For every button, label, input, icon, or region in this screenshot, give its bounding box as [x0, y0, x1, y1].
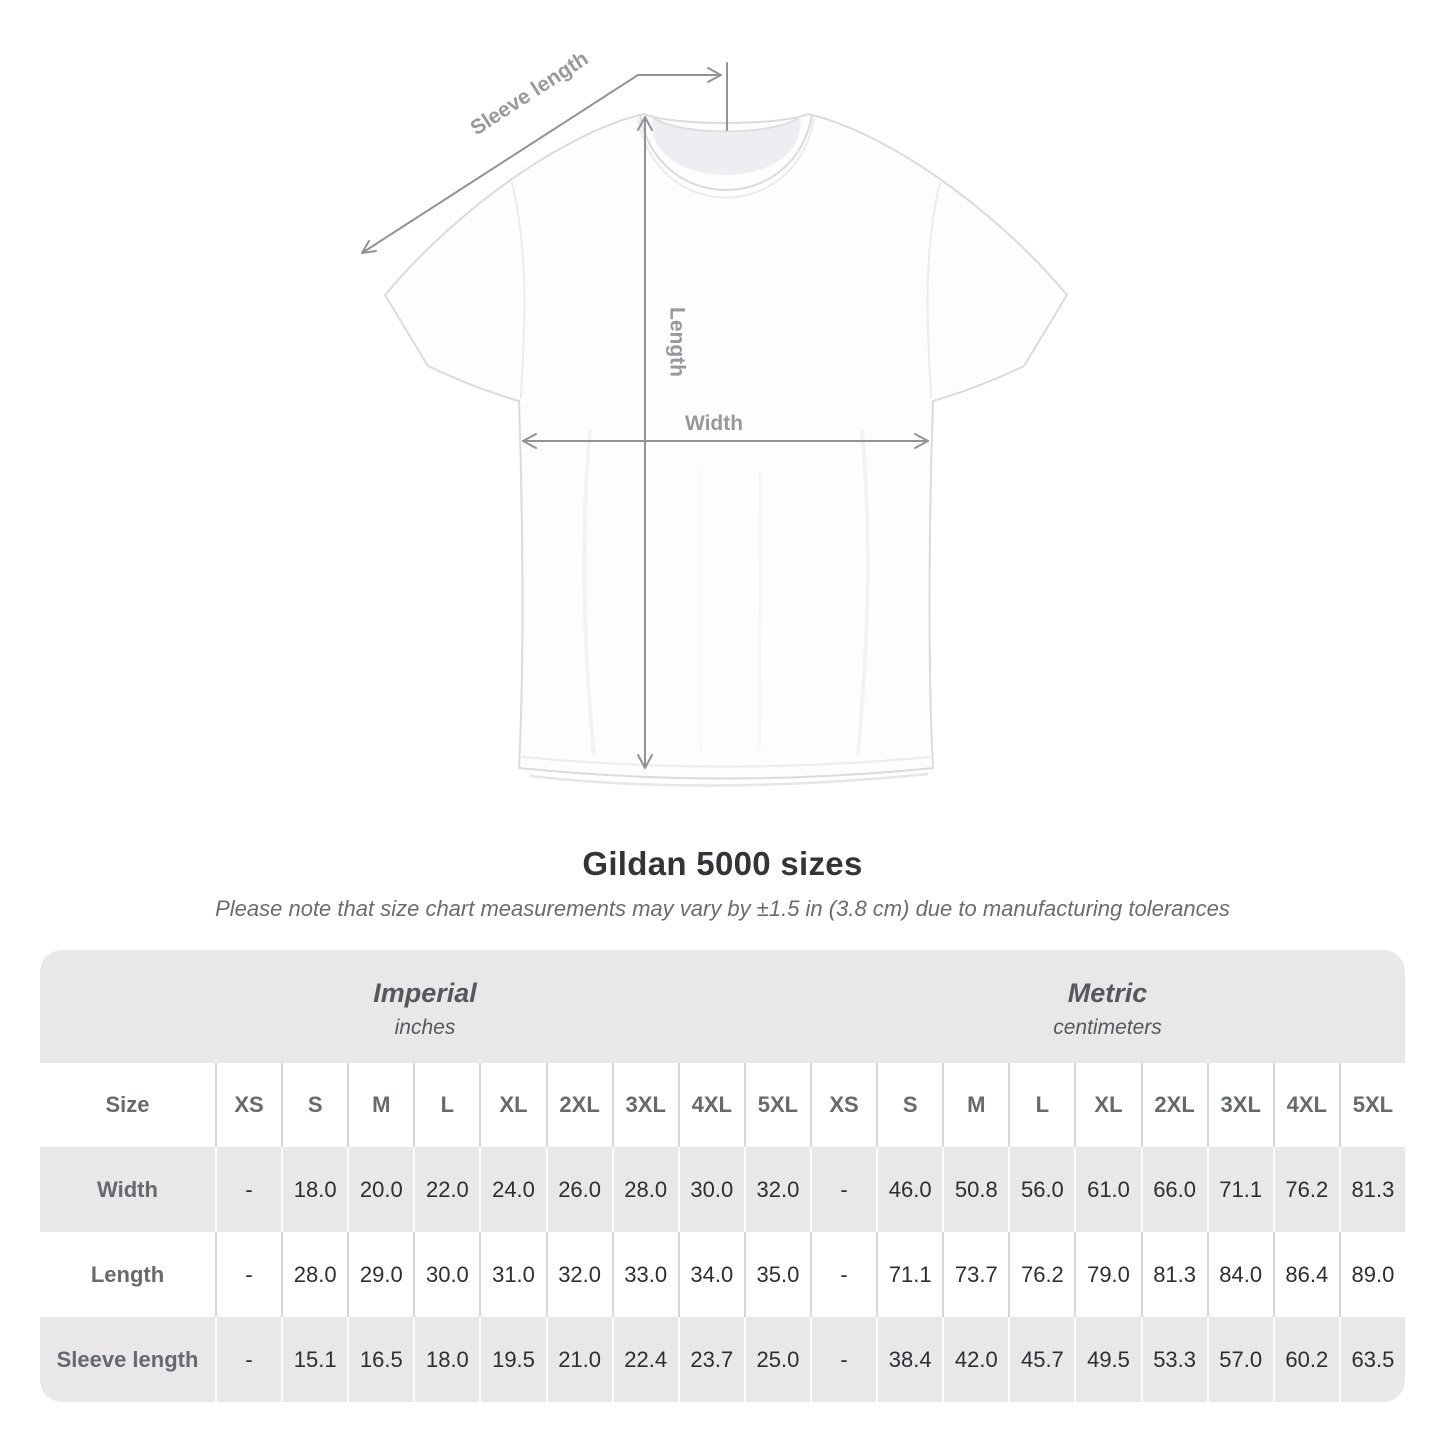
value-cell: - — [810, 1317, 876, 1402]
value-cell: 35.0 — [744, 1232, 810, 1317]
value-cell: 24.0 — [479, 1147, 545, 1232]
value-cell: 76.2 — [1008, 1232, 1074, 1317]
value-cell: 84.0 — [1207, 1232, 1273, 1317]
value-cell: 73.7 — [942, 1232, 1008, 1317]
imperial-label: Imperial — [373, 977, 477, 1008]
value-cell: 20.0 — [347, 1147, 413, 1232]
value-cell: 63.5 — [1339, 1317, 1405, 1402]
value-cell: 60.2 — [1273, 1317, 1339, 1402]
metric-group-header — [810, 950, 1405, 1063]
value-cell: 79.0 — [1074, 1232, 1140, 1317]
imperial-size-header: L — [413, 1063, 479, 1147]
value-cell: 21.0 — [546, 1317, 612, 1402]
metric-size-header: XS — [810, 1063, 876, 1147]
metric-size-header: 3XL — [1207, 1063, 1273, 1147]
value-cell: 28.0 — [281, 1232, 347, 1317]
value-cell: 89.0 — [1339, 1232, 1405, 1317]
width-label: Width — [684, 412, 744, 435]
value-cell: 71.1 — [1207, 1147, 1273, 1232]
table-row-length — [40, 1232, 1405, 1317]
value-cell: 16.5 — [347, 1317, 413, 1402]
value-cell: 32.0 — [546, 1232, 612, 1317]
imperial-size-header: 3XL — [612, 1063, 678, 1147]
value-cell: - — [215, 1317, 281, 1402]
value-cell: 28.0 — [612, 1147, 678, 1232]
metric-size-header: XL — [1074, 1063, 1140, 1147]
metric-unit-label: centimeters — [1053, 1015, 1162, 1039]
value-cell: 34.0 — [678, 1232, 744, 1317]
imperial-size-header: S — [281, 1063, 347, 1147]
metric-label: Metric — [1067, 977, 1148, 1008]
value-cell: 26.0 — [546, 1147, 612, 1232]
value-cell: 30.0 — [678, 1147, 744, 1232]
value-cell: 42.0 — [942, 1317, 1008, 1402]
imperial-size-header: 5XL — [744, 1063, 810, 1147]
value-cell: 50.8 — [942, 1147, 1008, 1232]
value-cell: 53.3 — [1141, 1317, 1207, 1402]
tshirt-graphic — [385, 114, 1067, 786]
table-row-width — [40, 1147, 1405, 1232]
unit-group-header-row — [40, 950, 1405, 1063]
value-cell: - — [810, 1147, 876, 1232]
value-cell: 71.1 — [876, 1232, 942, 1317]
value-cell: 86.4 — [1273, 1232, 1339, 1317]
imperial-size-header: XL — [479, 1063, 545, 1147]
imperial-size-header: 2XL — [546, 1063, 612, 1147]
value-cell: 30.0 — [413, 1232, 479, 1317]
value-cell: 22.0 — [413, 1147, 479, 1232]
value-cell: 33.0 — [612, 1232, 678, 1317]
value-cell: 15.1 — [281, 1317, 347, 1402]
table-body — [40, 1147, 1405, 1402]
value-cell: 25.0 — [744, 1317, 810, 1402]
row-label: Width — [97, 1176, 158, 1202]
page-title: Gildan 5000 sizes — [582, 845, 863, 882]
value-cell: 18.0 — [413, 1317, 479, 1402]
value-cell: - — [810, 1232, 876, 1317]
metric-size-header: 5XL — [1339, 1063, 1405, 1147]
value-cell: 18.0 — [281, 1147, 347, 1232]
value-cell: 81.3 — [1141, 1232, 1207, 1317]
imperial-size-header: M — [347, 1063, 413, 1147]
value-cell: 57.0 — [1207, 1317, 1273, 1402]
value-cell: 56.0 — [1008, 1147, 1074, 1232]
value-cell: - — [215, 1232, 281, 1317]
value-cell: 32.0 — [744, 1147, 810, 1232]
value-cell: 31.0 — [479, 1232, 545, 1317]
value-cell: 81.3 — [1339, 1147, 1405, 1232]
sleeve-length-label: Sleeve length — [466, 47, 593, 141]
size-header-row — [40, 1063, 1405, 1147]
metric-size-header: L — [1008, 1063, 1074, 1147]
value-cell: - — [215, 1147, 281, 1232]
value-cell: 49.5 — [1074, 1317, 1140, 1402]
value-cell: 61.0 — [1074, 1147, 1140, 1232]
value-cell: 22.4 — [612, 1317, 678, 1402]
imperial-unit-label: inches — [394, 1015, 456, 1039]
imperial-size-header: XS — [215, 1063, 281, 1147]
tolerance-note: Please note that size chart measurements may vary by ±1.5 in (3.8 cm) due to manufacturing tolerances — [215, 896, 1230, 921]
value-cell: 76.2 — [1273, 1147, 1339, 1232]
row-label: Sleeve length — [56, 1346, 199, 1372]
size-corner-label: Size — [105, 1092, 150, 1117]
metric-size-header: 4XL — [1273, 1063, 1339, 1147]
imperial-group-header — [40, 950, 810, 1063]
size-table — [40, 950, 1405, 1402]
table-row-sleeve-length — [40, 1317, 1405, 1402]
metric-size-header: M — [942, 1063, 1008, 1147]
value-cell: 45.7 — [1008, 1317, 1074, 1402]
metric-size-header: 2XL — [1141, 1063, 1207, 1147]
value-cell: 46.0 — [876, 1147, 942, 1232]
value-cell: 66.0 — [1141, 1147, 1207, 1232]
imperial-size-header: 4XL — [678, 1063, 744, 1147]
value-cell: 29.0 — [347, 1232, 413, 1317]
value-cell: 23.7 — [678, 1317, 744, 1402]
metric-size-header: S — [876, 1063, 942, 1147]
value-cell: 19.5 — [479, 1317, 545, 1402]
row-label: Length — [90, 1261, 165, 1287]
value-cell: 38.4 — [876, 1317, 942, 1402]
length-label: Length — [665, 307, 689, 377]
